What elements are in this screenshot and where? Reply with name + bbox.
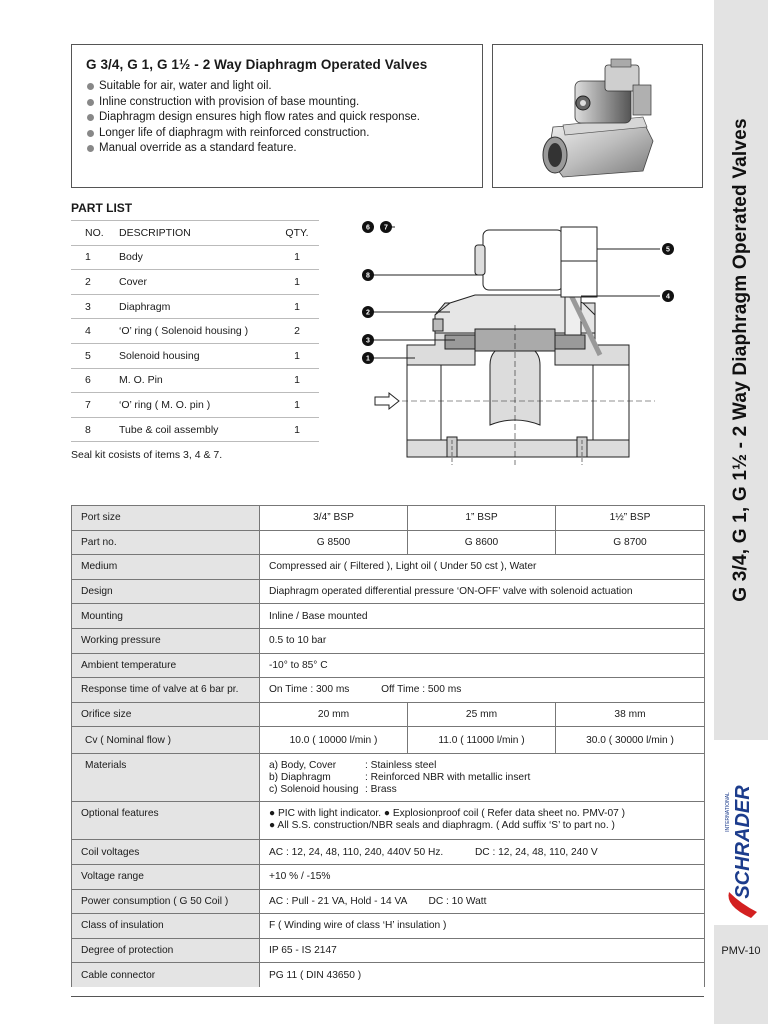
spec-value <box>260 678 705 703</box>
table-row <box>71 343 319 368</box>
material-part: c) Solenoid housing <box>269 784 359 796</box>
table-row <box>72 653 705 678</box>
spec-value: PG 11 ( DIN 43650 ) <box>260 963 705 987</box>
feature-item: Suitable for air, water and light oil. <box>86 79 420 95</box>
table-row <box>72 754 705 802</box>
table-row <box>72 579 705 604</box>
bottom-rule <box>71 996 704 997</box>
part-no: 6 <box>71 368 119 393</box>
part-qty: 1 <box>275 343 319 368</box>
table-row <box>72 555 705 580</box>
schrader-logo <box>714 740 768 925</box>
spec-label: Voltage range <box>72 864 260 889</box>
feature-item: Diaphragm design ensures high flow rates and quick response. <box>86 110 420 126</box>
table-row <box>72 678 705 703</box>
table-row <box>71 393 319 418</box>
part-desc: Tube & coil assembly <box>119 417 275 442</box>
material-value: : Reinforced NBR with metallic insert <box>365 772 531 784</box>
power-ac: AC : Pull - 21 VA, Hold - 14 VA <box>269 895 407 907</box>
spec-value: Diaphragm operated differential pressure ‘ON-OFF’ valve with solenoid actuation <box>260 579 705 604</box>
callout-1: 1 <box>366 355 370 363</box>
part-list-table <box>71 220 319 442</box>
table-row <box>72 702 705 727</box>
part-desc: Cover <box>119 270 275 295</box>
part-no: 2 <box>71 270 119 295</box>
spec-table <box>71 505 705 987</box>
table-row <box>71 417 319 442</box>
callout-4: 4 <box>666 293 670 301</box>
table-row <box>72 727 705 754</box>
spec-value: 1½” BSP <box>556 506 705 531</box>
part-list-title: PART LIST <box>71 201 133 215</box>
logo-panel <box>714 740 768 925</box>
part-desc: Body <box>119 245 275 270</box>
coil-dc: DC : 12, 24, 48, 110, 240 V <box>474 846 598 858</box>
page-code: PMV-10 <box>721 945 761 957</box>
material-part: b) Diaphragm <box>269 772 331 784</box>
response-off: Off Time : 500 ms <box>381 684 462 696</box>
callout-3: 3 <box>366 337 370 345</box>
col-header: QTY. <box>275 221 319 246</box>
power-dc: DC : 10 Watt <box>428 895 487 907</box>
spec-label: Working pressure <box>72 628 260 653</box>
part-qty: 1 <box>275 245 319 270</box>
spec-label: Cable connector <box>72 963 260 987</box>
material-row <box>269 784 704 796</box>
col-header: NO. <box>71 221 119 246</box>
feature-item: Inline construction with provision of base mounting. <box>86 95 420 111</box>
table-row <box>72 628 705 653</box>
table-row <box>72 530 705 555</box>
spec-label: Response time of valve at 6 bar pr. <box>72 678 260 703</box>
spec-value: Compressed air ( Filtered ), Light oil ( Under 50 cst ), Water <box>260 555 705 580</box>
part-desc: ‘O’ ring ( Solenoid housing ) <box>119 319 275 344</box>
spec-label: Design <box>72 579 260 604</box>
intro-box <box>71 44 483 188</box>
table-row <box>71 368 319 393</box>
spec-value: 3/4” BSP <box>260 506 408 531</box>
spec-label: Power consumption ( G 50 Coil ) <box>72 889 260 914</box>
callout-2: 2 <box>366 309 370 317</box>
spec-label: Degree of protection <box>72 938 260 963</box>
table-row <box>72 604 705 629</box>
spec-label: Port size <box>72 506 260 531</box>
table-row <box>71 294 319 319</box>
spec-value <box>260 840 705 865</box>
part-no: 3 <box>71 294 119 319</box>
table-row <box>71 245 319 270</box>
spec-label: Class of insulation <box>72 914 260 939</box>
spec-label: Coil voltages <box>72 840 260 865</box>
material-value: : Brass <box>365 784 397 796</box>
valve-photo <box>493 45 702 187</box>
logo-text: SCHRADER <box>732 785 754 899</box>
part-qty: 1 <box>275 270 319 295</box>
optional-line: ● PIC with light indicator. ● Explosionproof coil ( Refer data sheet no. PMV-07 ) <box>269 808 626 820</box>
spec-label: Mounting <box>72 604 260 629</box>
material-value: : Stainless steel <box>365 760 437 772</box>
logo-subtext: INTERNATIONAL <box>725 792 731 832</box>
spec-value <box>260 889 705 914</box>
coil-ac: AC : 12, 24, 48, 110, 240, 440V 50 Hz. <box>269 846 444 858</box>
spec-value: 38 mm <box>556 702 705 727</box>
part-no: 4 <box>71 319 119 344</box>
part-qty: 1 <box>275 417 319 442</box>
table-row <box>72 840 705 865</box>
part-qty: 1 <box>275 368 319 393</box>
spec-value: -10° to 85° C <box>260 653 705 678</box>
product-title: G 3/4, G 1, G 1½ - 2 Way Diaphragm Operated Valves <box>86 57 428 72</box>
table-row <box>72 914 705 939</box>
spec-label: Medium <box>72 555 260 580</box>
part-qty: 2 <box>275 319 319 344</box>
callout-8: 8 <box>366 272 370 280</box>
optional-line: ● All S.S. construction/NBR seals and diaphragm. ( Add suffix ‘S’ to part no. ) <box>269 820 615 832</box>
material-row <box>269 772 704 784</box>
spec-label: Optional features <box>72 802 260 840</box>
spec-value: G 8600 <box>408 530 556 555</box>
materials-cell <box>260 754 705 802</box>
callout-6: 6 <box>366 224 370 232</box>
feature-item: Longer life of diaphragm with reinforced construction. <box>86 126 420 142</box>
table-row <box>72 864 705 889</box>
feature-item: Manual override as a standard feature. <box>86 141 420 157</box>
part-qty: 1 <box>275 294 319 319</box>
table-row <box>71 270 319 295</box>
part-no: 1 <box>71 245 119 270</box>
seal-kit-note: Seal kit cosists of items 3, 4 & 7. <box>71 449 223 461</box>
part-no: 5 <box>71 343 119 368</box>
spec-value: 20 mm <box>260 702 408 727</box>
table-row <box>71 319 319 344</box>
part-desc: M. O. Pin <box>119 368 275 393</box>
spec-value: IP 65 - IS 2147 <box>260 938 705 963</box>
spec-value: 1” BSP <box>408 506 556 531</box>
part-desc: Diaphragm <box>119 294 275 319</box>
table-row <box>72 963 705 987</box>
valve-cross-section <box>355 215 690 465</box>
spec-value: +10 % / -15% <box>260 864 705 889</box>
col-header: DESCRIPTION <box>119 221 275 246</box>
spec-value: 30.0 ( 30000 l/min ) <box>556 727 705 754</box>
optional-cell <box>260 802 705 840</box>
callout-5: 5 <box>666 246 670 254</box>
callout-7: 7 <box>384 224 388 232</box>
sidebar-title: G 3/4, G 1, G 1½ - 2 Way Diaphragm Operated Valves <box>730 118 751 602</box>
part-no: 7 <box>71 393 119 418</box>
feature-list <box>86 79 420 157</box>
spec-value: G 8500 <box>260 530 408 555</box>
table-row <box>72 889 705 914</box>
part-qty: 1 <box>275 393 319 418</box>
spec-label: Cv ( Nominal flow ) <box>72 727 260 754</box>
part-no: 8 <box>71 417 119 442</box>
part-desc: Solenoid housing <box>119 343 275 368</box>
table-row <box>72 938 705 963</box>
flow-arrow-icon <box>375 393 399 409</box>
spec-value: G 8700 <box>556 530 705 555</box>
spec-value: Inline / Base mounted <box>260 604 705 629</box>
part-desc: ‘O’ ring ( M. O. pin ) <box>119 393 275 418</box>
spec-value: 0.5 to 10 bar <box>260 628 705 653</box>
spec-label: Orifice size <box>72 702 260 727</box>
spec-value: 25 mm <box>408 702 556 727</box>
material-row <box>269 760 704 772</box>
spec-label: Ambient temperature <box>72 653 260 678</box>
spec-value: F ( Winding wire of class ‘H’ insulation ) <box>260 914 705 939</box>
spec-value: 11.0 ( 11000 l/min ) <box>408 727 556 754</box>
response-on: On Time : 300 ms <box>269 684 350 696</box>
material-part: a) Body, Cover <box>269 760 337 772</box>
spec-label: Part no. <box>72 530 260 555</box>
spec-value: 10.0 ( 10000 l/min ) <box>260 727 408 754</box>
table-header-row <box>71 221 319 246</box>
product-photo-box <box>492 44 703 188</box>
table-row <box>72 802 705 840</box>
spec-label: Materials <box>72 754 260 802</box>
table-row <box>72 506 705 531</box>
